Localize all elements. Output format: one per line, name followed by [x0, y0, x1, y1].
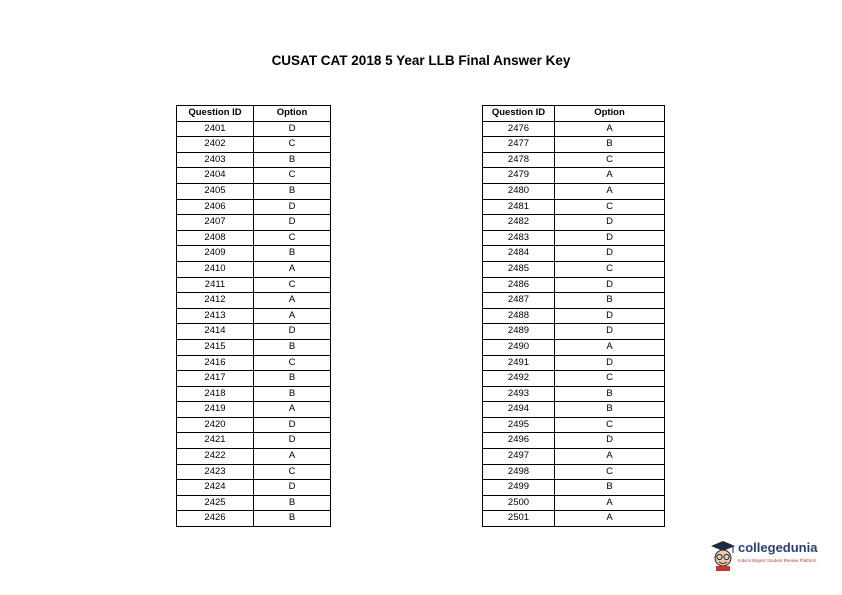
option-cell: C [254, 168, 331, 184]
question-id-cell: 2498 [483, 464, 555, 480]
option-cell: B [555, 293, 665, 309]
question-id-cell: 2490 [483, 339, 555, 355]
table-row [177, 511, 331, 527]
table-row [177, 433, 331, 449]
option-cell: C [555, 199, 665, 215]
option-cell: A [555, 121, 665, 137]
table-row [483, 293, 665, 309]
question-id-cell: 2425 [177, 495, 254, 511]
option-cell: A [555, 449, 665, 465]
collegedunia-logo [708, 536, 828, 576]
column-header-question-id: Question ID [483, 106, 555, 122]
option-cell: D [254, 324, 331, 340]
logo-tagline: India's largest Student Review Platform [738, 558, 817, 563]
question-id-cell: 2476 [483, 121, 555, 137]
table-row [177, 277, 331, 293]
table-row [177, 371, 331, 387]
question-id-cell: 2417 [177, 371, 254, 387]
table-row [177, 495, 331, 511]
question-id-cell: 2412 [177, 293, 254, 309]
option-cell: C [254, 277, 331, 293]
question-id-cell: 2486 [483, 277, 555, 293]
question-id-cell: 2484 [483, 246, 555, 262]
option-cell: A [555, 183, 665, 199]
question-id-cell: 2491 [483, 355, 555, 371]
table-row [177, 355, 331, 371]
question-id-cell: 2492 [483, 371, 555, 387]
option-cell: D [254, 199, 331, 215]
table-header-row [483, 106, 665, 122]
question-id-cell: 2413 [177, 308, 254, 324]
question-id-cell: 2479 [483, 168, 555, 184]
option-cell: A [254, 308, 331, 324]
column-header-question-id: Question ID [177, 106, 254, 122]
option-cell: D [555, 277, 665, 293]
option-cell: C [555, 152, 665, 168]
column-header-option: Option [254, 106, 331, 122]
question-id-cell: 2404 [177, 168, 254, 184]
table-row [177, 137, 331, 153]
option-cell: D [555, 230, 665, 246]
table-row [483, 215, 665, 231]
option-cell: B [254, 495, 331, 511]
question-id-cell: 2408 [177, 230, 254, 246]
option-cell: A [555, 495, 665, 511]
option-cell: D [555, 215, 665, 231]
table-row [177, 339, 331, 355]
question-id-cell: 2500 [483, 495, 555, 511]
option-cell: B [254, 371, 331, 387]
option-cell: A [254, 261, 331, 277]
option-cell: A [254, 402, 331, 418]
table-header-row [177, 106, 331, 122]
table-row [483, 261, 665, 277]
page-title: CUSAT CAT 2018 5 Year LLB Final Answer Key [271, 53, 571, 68]
question-id-cell: 2482 [483, 215, 555, 231]
option-cell: D [254, 215, 331, 231]
table-row [483, 495, 665, 511]
question-id-cell: 2424 [177, 480, 254, 496]
option-cell: D [254, 480, 331, 496]
answer-key-table-left [176, 105, 331, 527]
option-cell: D [254, 433, 331, 449]
table-row [177, 121, 331, 137]
question-id-cell: 2485 [483, 261, 555, 277]
table-row [177, 417, 331, 433]
question-id-cell: 2483 [483, 230, 555, 246]
question-id-cell: 2406 [177, 199, 254, 215]
question-id-cell: 2422 [177, 449, 254, 465]
question-id-cell: 2480 [483, 183, 555, 199]
option-cell: B [254, 246, 331, 262]
table-row [483, 511, 665, 527]
option-cell: A [555, 511, 665, 527]
table-row [177, 308, 331, 324]
table-row [177, 230, 331, 246]
question-id-cell: 2493 [483, 386, 555, 402]
option-cell: B [254, 339, 331, 355]
option-cell: D [555, 246, 665, 262]
table-row [177, 402, 331, 418]
option-cell: B [555, 402, 665, 418]
question-id-cell: 2497 [483, 449, 555, 465]
question-id-cell: 2401 [177, 121, 254, 137]
table-row [483, 230, 665, 246]
table-row [177, 246, 331, 262]
option-cell: C [254, 230, 331, 246]
question-id-cell: 2499 [483, 480, 555, 496]
table-row [177, 199, 331, 215]
table-row [483, 277, 665, 293]
table-row [177, 261, 331, 277]
table-row [177, 480, 331, 496]
question-id-cell: 2488 [483, 308, 555, 324]
option-cell: C [254, 464, 331, 480]
question-id-cell: 2478 [483, 152, 555, 168]
table-row [483, 371, 665, 387]
option-cell: A [254, 449, 331, 465]
option-cell: B [555, 480, 665, 496]
table-row [483, 417, 665, 433]
question-id-cell: 2407 [177, 215, 254, 231]
table-row [177, 449, 331, 465]
option-cell: B [254, 386, 331, 402]
option-cell: D [555, 355, 665, 371]
table-row [177, 183, 331, 199]
option-cell: B [254, 511, 331, 527]
table-row [177, 324, 331, 340]
table-row [483, 449, 665, 465]
table-row [177, 464, 331, 480]
option-cell: D [555, 308, 665, 324]
option-cell: C [555, 261, 665, 277]
table-row [483, 246, 665, 262]
question-id-cell: 2409 [177, 246, 254, 262]
option-cell: B [254, 183, 331, 199]
option-cell: B [254, 152, 331, 168]
table-row [483, 199, 665, 215]
question-id-cell: 2421 [177, 433, 254, 449]
question-id-cell: 2416 [177, 355, 254, 371]
table-row [483, 480, 665, 496]
table-row [483, 137, 665, 153]
table-row [177, 215, 331, 231]
table-row [177, 168, 331, 184]
table-row [177, 152, 331, 168]
table-row [483, 355, 665, 371]
question-id-cell: 2494 [483, 402, 555, 418]
column-header-option: Option [555, 106, 665, 122]
option-cell: C [555, 464, 665, 480]
logo-name: collegedunia [738, 540, 818, 555]
table-row [483, 152, 665, 168]
question-id-cell: 2402 [177, 137, 254, 153]
table-row [483, 324, 665, 340]
option-cell: C [555, 371, 665, 387]
question-id-cell: 2477 [483, 137, 555, 153]
question-id-cell: 2495 [483, 417, 555, 433]
option-cell: D [555, 433, 665, 449]
question-id-cell: 2420 [177, 417, 254, 433]
answer-key-table-right [482, 105, 665, 527]
question-id-cell: 2414 [177, 324, 254, 340]
question-id-cell: 2487 [483, 293, 555, 309]
table-row [483, 308, 665, 324]
question-id-cell: 2418 [177, 386, 254, 402]
question-id-cell: 2405 [177, 183, 254, 199]
question-id-cell: 2501 [483, 511, 555, 527]
question-id-cell: 2415 [177, 339, 254, 355]
option-cell: A [555, 168, 665, 184]
question-id-cell: 2481 [483, 199, 555, 215]
option-cell: D [555, 324, 665, 340]
option-cell: C [555, 417, 665, 433]
table-row [483, 464, 665, 480]
table-row [483, 183, 665, 199]
question-id-cell: 2423 [177, 464, 254, 480]
question-id-cell: 2496 [483, 433, 555, 449]
option-cell: D [254, 417, 331, 433]
option-cell: C [254, 355, 331, 371]
table-row [483, 339, 665, 355]
table-row [483, 402, 665, 418]
option-cell: B [555, 137, 665, 153]
question-id-cell: 2419 [177, 402, 254, 418]
question-id-cell: 2403 [177, 152, 254, 168]
question-id-cell: 2410 [177, 261, 254, 277]
table-row [177, 386, 331, 402]
table-row [483, 386, 665, 402]
option-cell: A [555, 339, 665, 355]
option-cell: C [254, 137, 331, 153]
table-row [177, 293, 331, 309]
table-row [483, 168, 665, 184]
option-cell: B [555, 386, 665, 402]
mascot-icon [708, 538, 738, 572]
question-id-cell: 2489 [483, 324, 555, 340]
option-cell: D [254, 121, 331, 137]
question-id-cell: 2426 [177, 511, 254, 527]
table-row [483, 121, 665, 137]
option-cell: A [254, 293, 331, 309]
question-id-cell: 2411 [177, 277, 254, 293]
table-row [483, 433, 665, 449]
